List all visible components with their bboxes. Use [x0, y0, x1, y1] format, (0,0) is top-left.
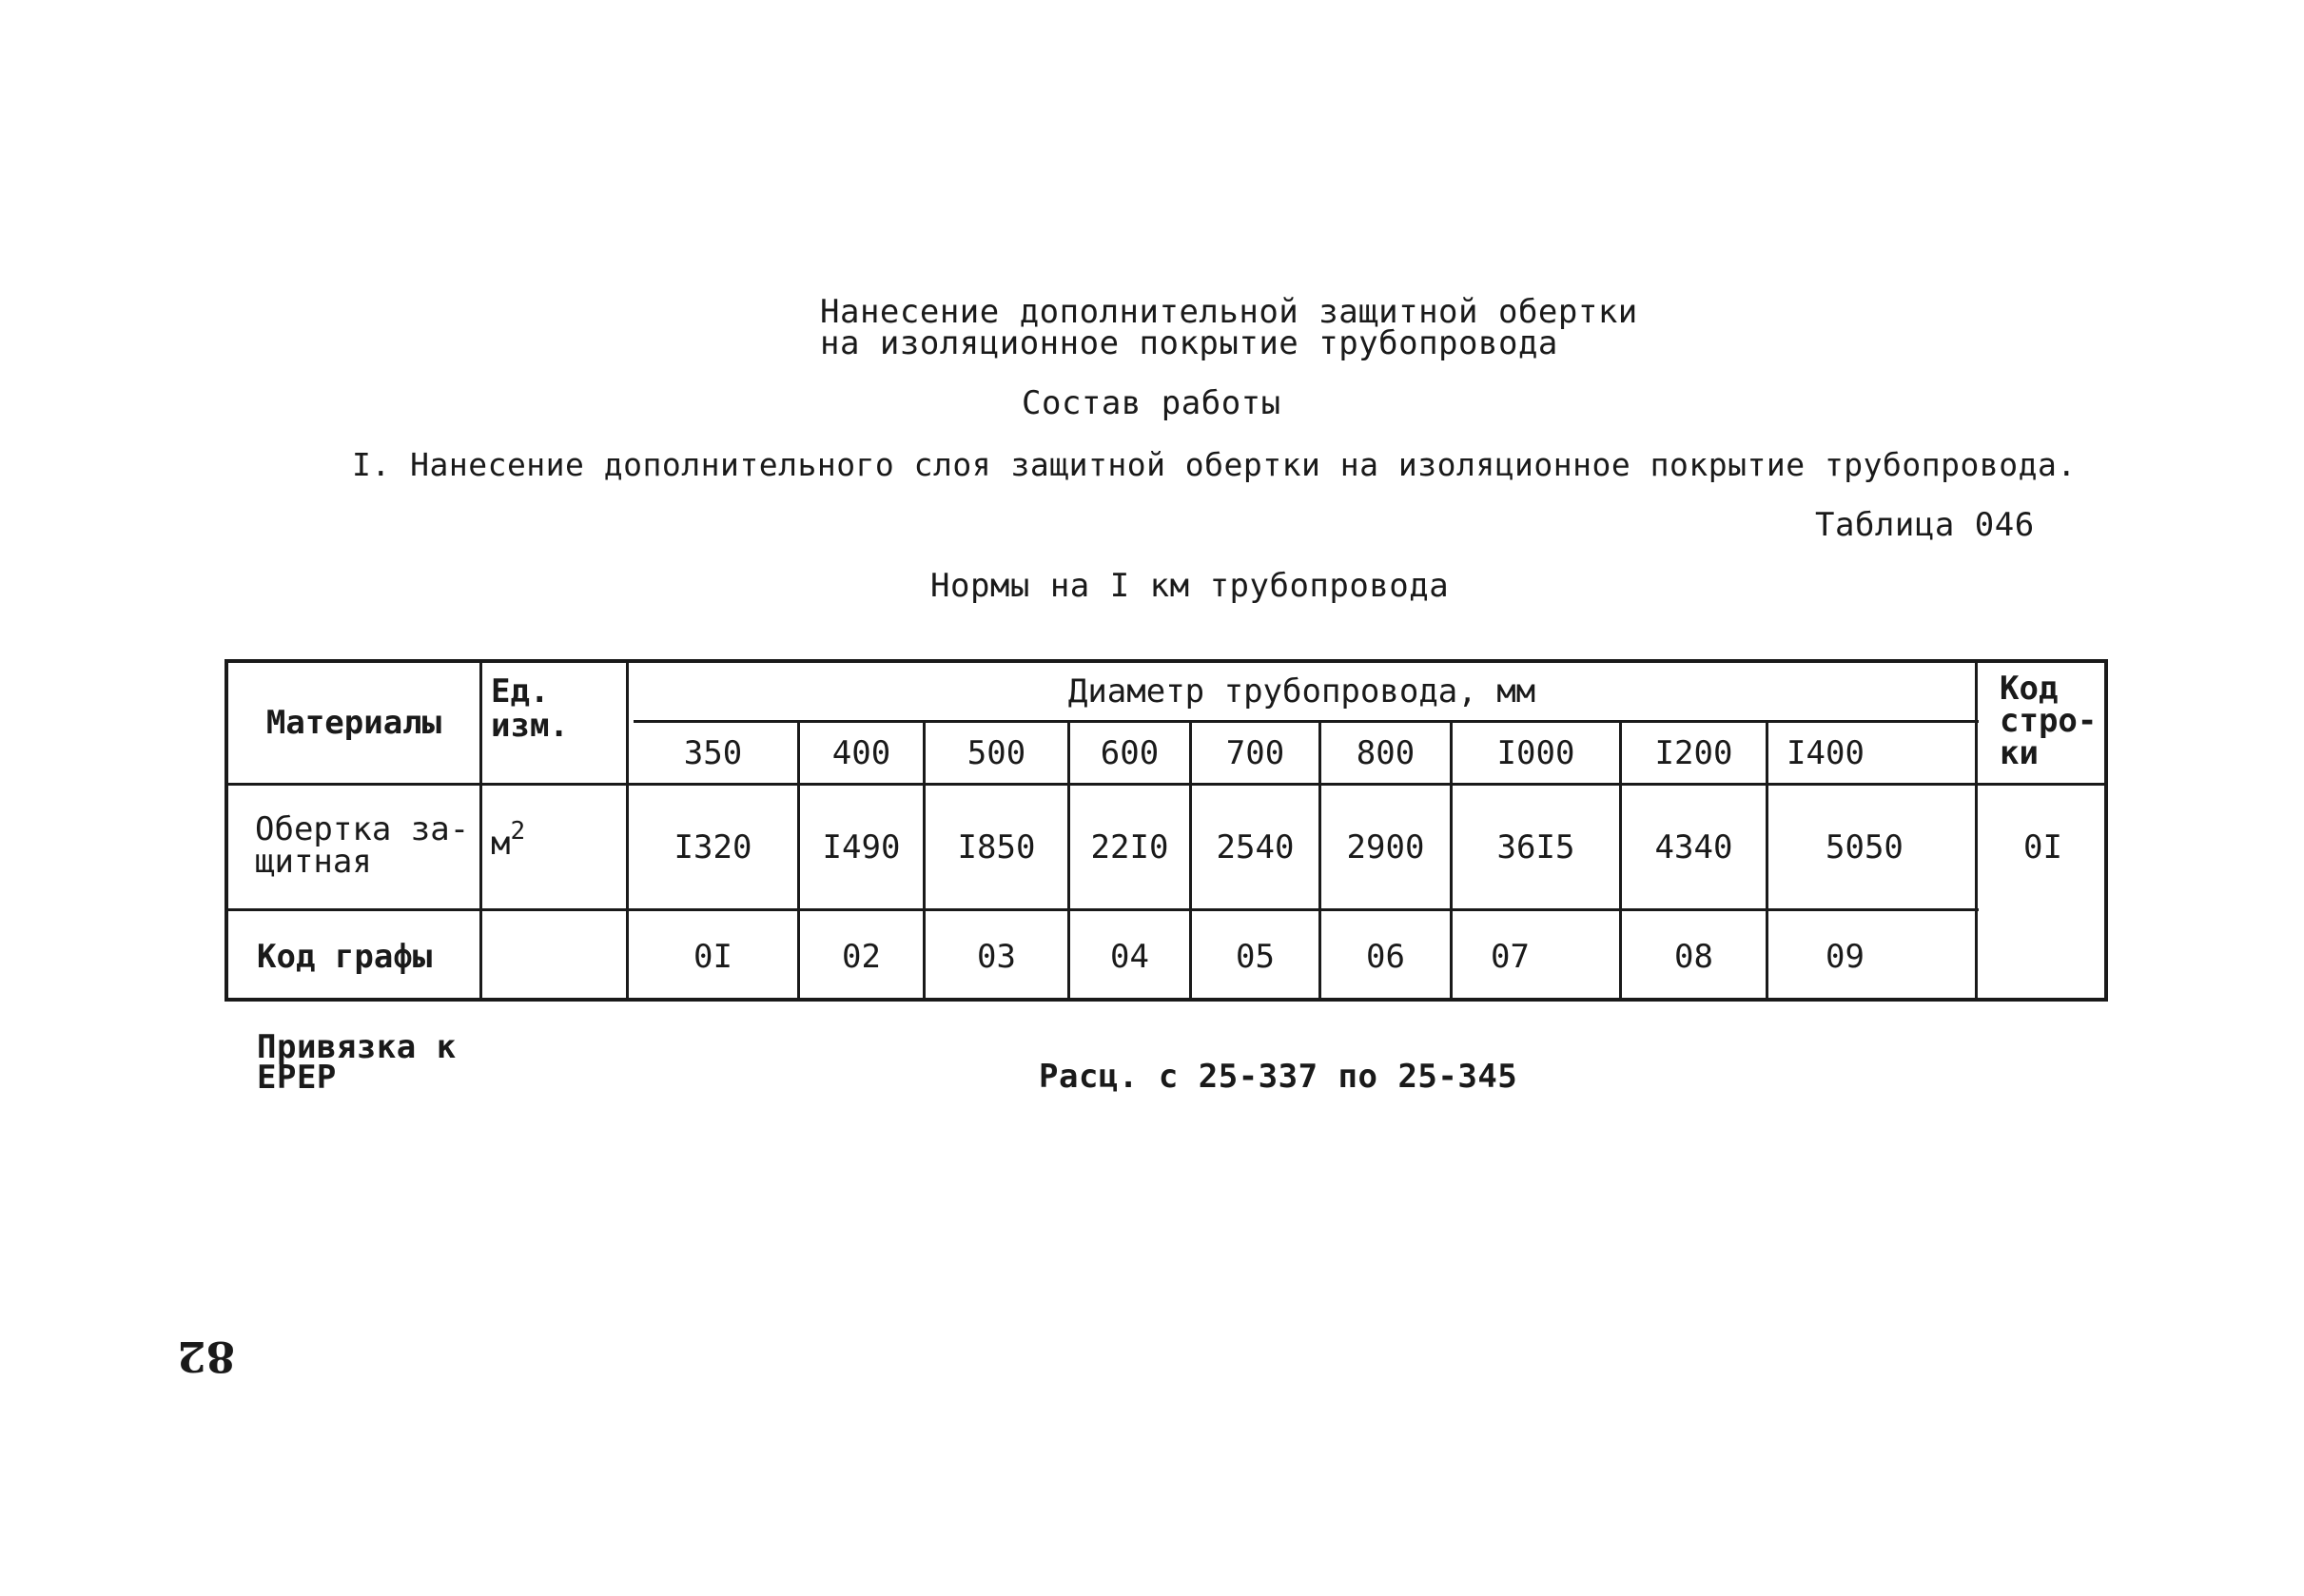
row1-value-800: 2900 — [1346, 827, 1425, 866]
row2-code-400: 02 — [842, 937, 881, 976]
row1-value-350: I320 — [674, 827, 752, 866]
row1-value-1400: 5050 — [1826, 827, 1904, 866]
row2-code-700: 05 — [1236, 937, 1275, 976]
row2-code-500: 03 — [977, 937, 1016, 976]
binding-line2: ЕРЕР — [257, 1059, 337, 1097]
diameter-500: 500 — [967, 733, 1026, 772]
row1-value-400: I490 — [822, 827, 901, 866]
row2-code-1400: 09 — [1826, 937, 1865, 976]
diameter-700: 700 — [1225, 733, 1285, 772]
header-diameter: Диаметр трубопровода, мм — [1067, 672, 1536, 710]
row1-value-600: 22I0 — [1090, 827, 1169, 866]
binding-line1: Привязка к — [257, 1028, 457, 1066]
row1-value-1000: 36I5 — [1496, 827, 1575, 866]
header-row-code-line3: ки — [2000, 734, 2039, 772]
table-vline — [479, 663, 482, 1002]
work-item: I. Нанесение дополнительного слоя защитной обертки на изоляционное покрытие трубопровода. — [352, 446, 2077, 483]
row2-code-600: 04 — [1110, 937, 1149, 976]
header-row-code-line1: Код — [2000, 670, 2059, 708]
row1-unit — [491, 817, 624, 882]
row1-code: 0I — [2023, 827, 2062, 866]
composition-heading: Состав работы — [1022, 384, 1281, 422]
header-row-code — [2000, 672, 2106, 781]
row2-code-1200: 08 — [1674, 937, 1713, 976]
header-row-code-line2: стро- — [2000, 702, 2098, 740]
title-line-1: Нанесение дополнительной защитной обертки — [820, 293, 1638, 331]
diameter-1400: I400 — [1787, 733, 1865, 772]
diameter-1000: I000 — [1496, 733, 1575, 772]
header-unit-line1: Ед. — [491, 672, 550, 710]
diameter-1200: I200 — [1654, 733, 1733, 772]
table-number: Таблица 046 — [1815, 506, 2035, 544]
row1-value-700: 2540 — [1216, 827, 1295, 866]
row1-material-line1: Обертка за- — [255, 810, 470, 848]
row2-code-1000: 07 — [1491, 937, 1530, 976]
diameter-600: 600 — [1100, 733, 1160, 772]
diameter-350: 350 — [683, 733, 743, 772]
row2-code-350: 0I — [693, 937, 732, 976]
header-unit-line2: изм. — [491, 707, 569, 745]
title-line-2: на изоляционное покрытие трубопровода — [820, 324, 1558, 362]
calc-reference: Расц. с 25-337 по 25-345 — [1039, 1058, 1518, 1096]
row1-value-500: I850 — [957, 827, 1036, 866]
row1-material-line2: щитная — [255, 843, 372, 881]
page-number: 82 — [177, 1332, 236, 1380]
row1-unit-text: м — [491, 825, 511, 863]
row2-label: Код графы — [257, 937, 433, 976]
row1-value-1200: 4340 — [1654, 827, 1733, 866]
header-materials: Материалы — [265, 704, 442, 742]
row1-material-name — [255, 810, 479, 905]
binding-label — [257, 1028, 457, 1097]
row1-unit-sup: 2 — [510, 817, 526, 846]
norms-caption: Нормы на I км трубопровода — [930, 567, 1450, 605]
diameter-400: 400 — [831, 733, 891, 772]
header-unit — [491, 674, 624, 779]
diameter-800: 800 — [1356, 733, 1416, 772]
row2-code-800: 06 — [1366, 937, 1405, 976]
norms-table — [225, 659, 2108, 1002]
